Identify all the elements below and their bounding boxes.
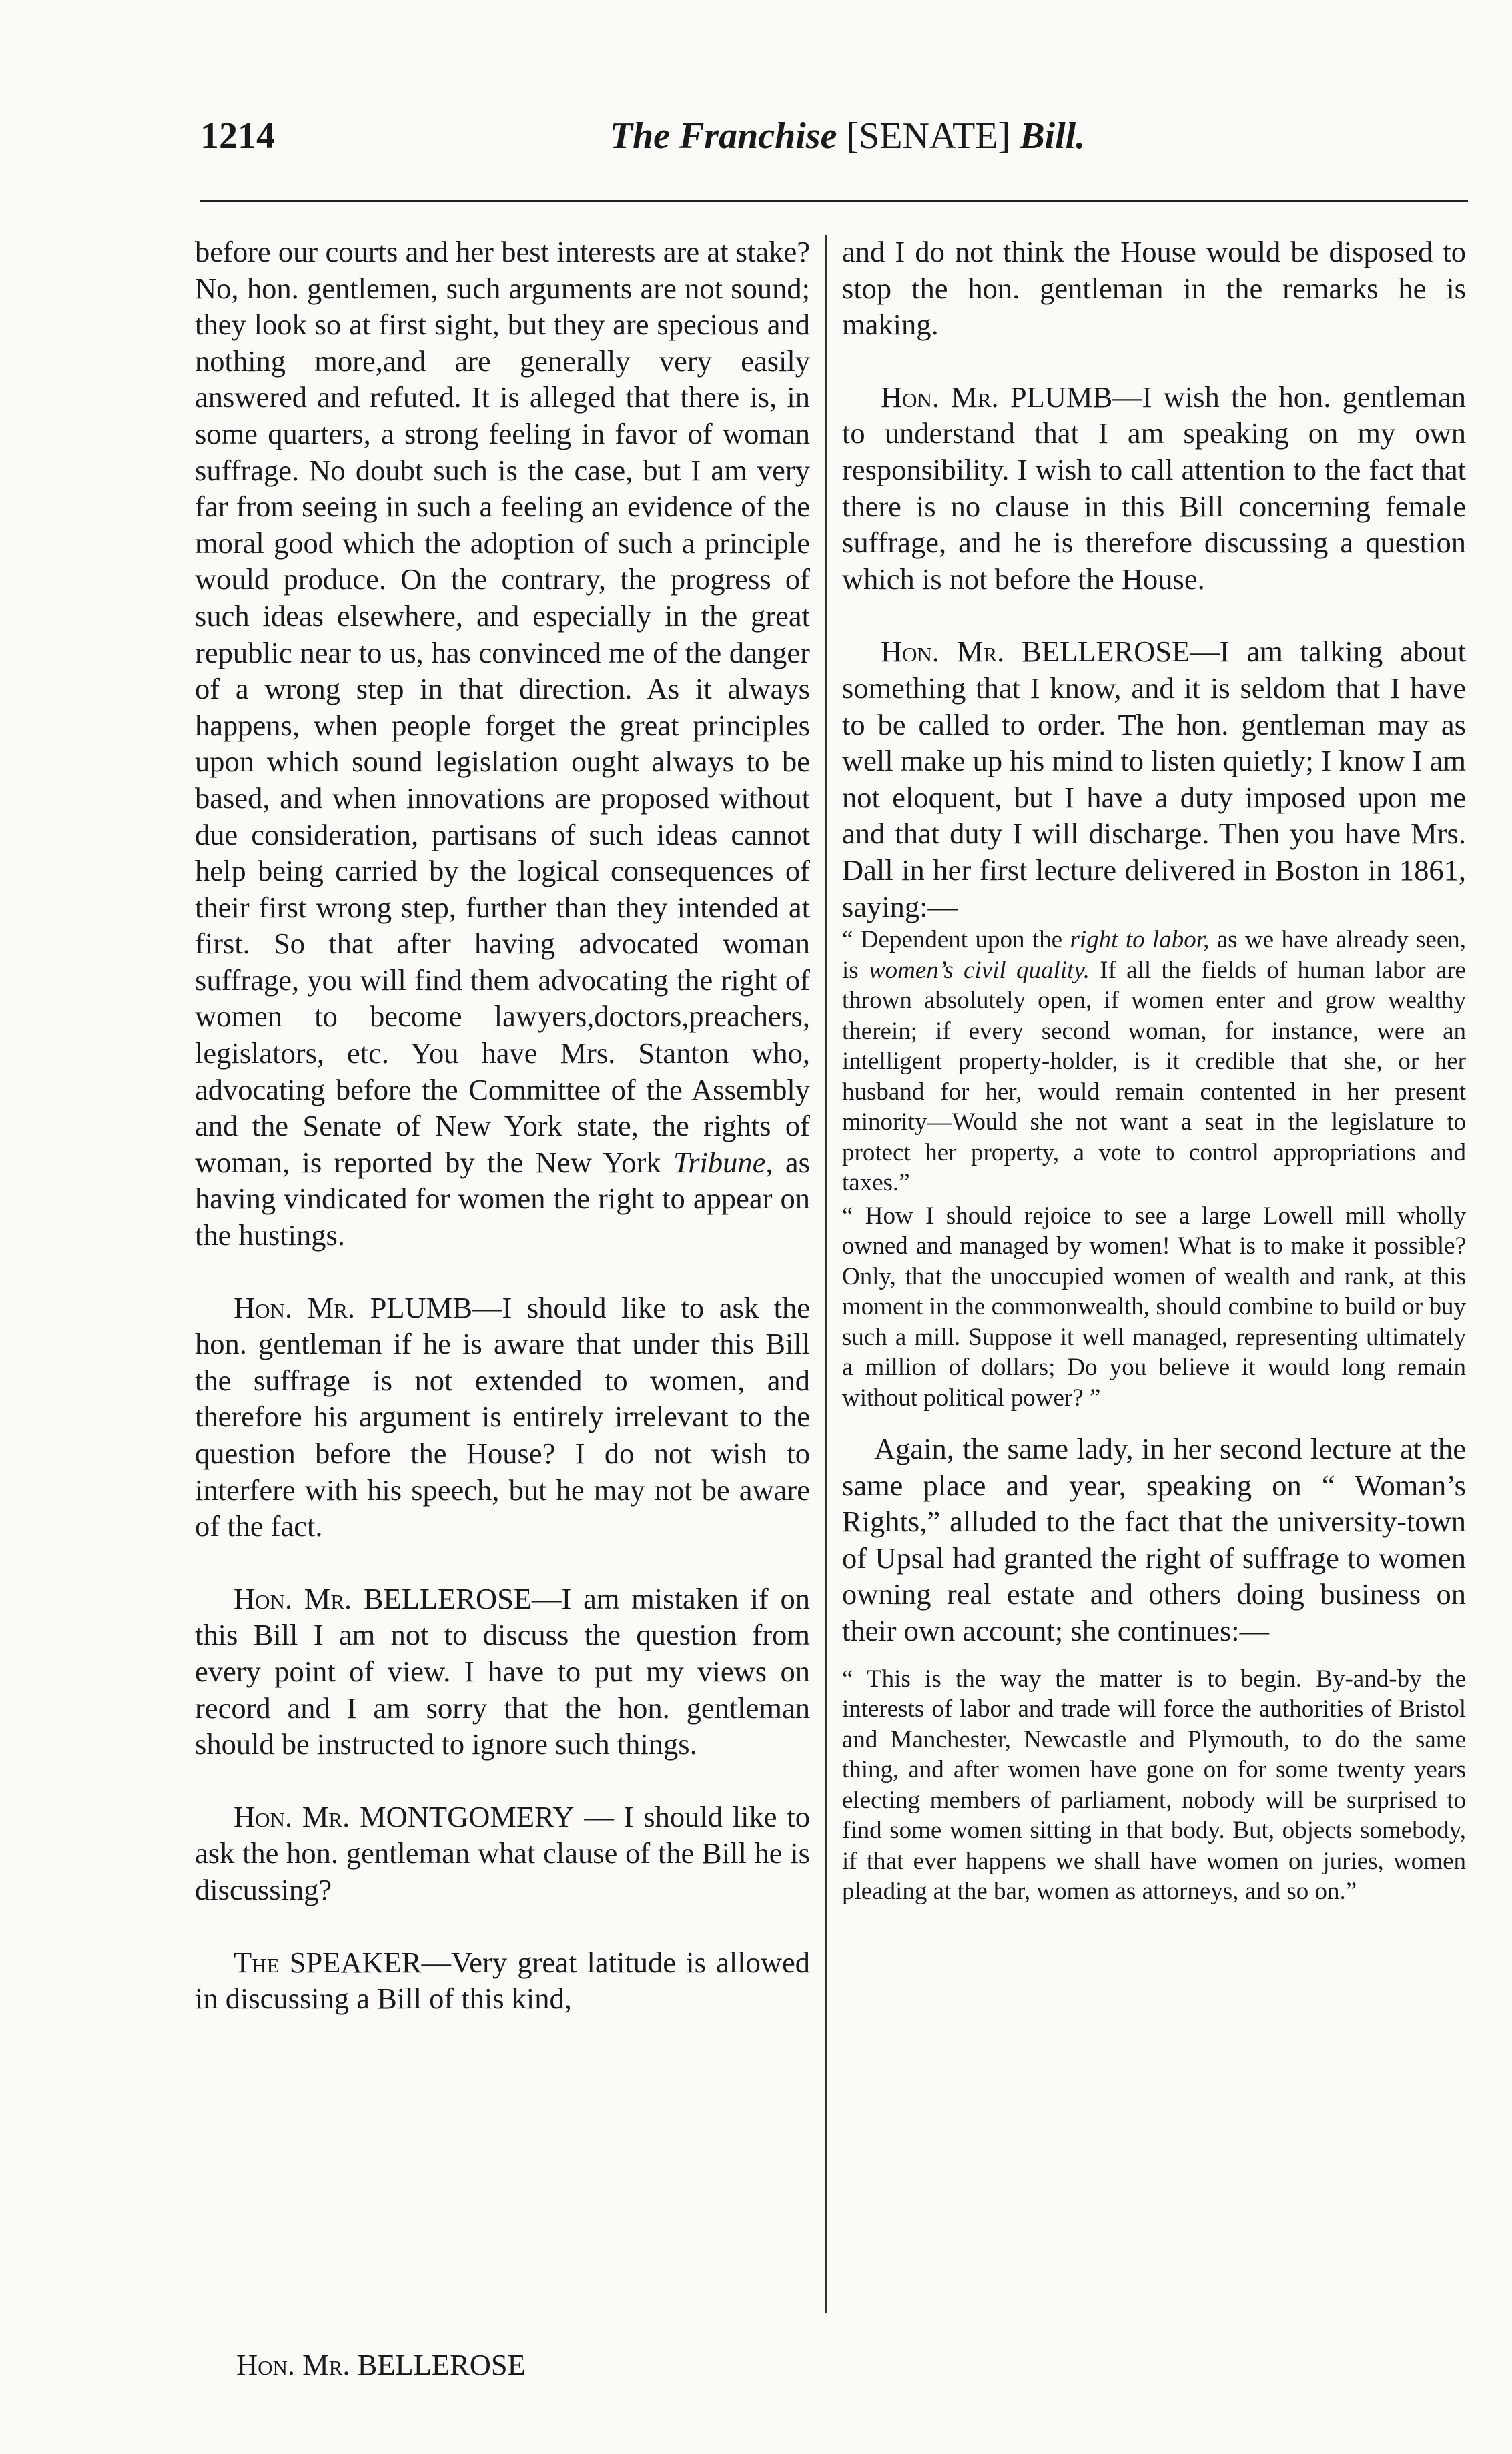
speech-text: —I am mistaken if on this Bill I am not to discuss the question from every point of view. I have to put my views on record and I am sorry that the hon. gentleman should be instructed to ignore such things. bbox=[195, 1581, 810, 1761]
right-paragraph-2 bbox=[842, 379, 1466, 598]
left-column bbox=[195, 234, 810, 2017]
right-paragraph-3 bbox=[842, 633, 1466, 925]
left-p1-text: before our courts and her best interests are at stake? No, hon. gentlemen, such arguments are not sound; they look so at first sight, but they are specious and nothing more,and are generally very easily answered and refuted. It is alleged that there is, in some quarters, a strong feeling in favor of woman suffrage. No doubt such is the case, but I am very far from seeing in such a feeling an evidence of the moral good which the adoption of such a principle would produce. On the contrary, the progress of such ideas elsewhere, and especially in the great republic near to us, has convinced me of the danger of a wrong step in that direction. As it always happens, when people forget the great principles upon which sound legislation ought always to be based, and when innovations are proposed without due consideration, partisans of such ideas cannot help being carried by the logical consequences of their first wrong step, further than they intended at first. So that after having advocated woman suffrage, you will find them advocating the right of women to become lawyers,doctors,preachers, legislators, etc. You have Mrs. Stanton who, advocating before the Committee of the Assembly and the Senate of New York state, the rights of woman, is reported by the New York bbox=[195, 235, 810, 1179]
quote-text: as we have already seen, is bbox=[842, 926, 1466, 984]
left-paragraph-3 bbox=[195, 1581, 810, 1763]
running-title-part1: The Franchise bbox=[609, 115, 837, 157]
speech-text: —I should like to ask the hon. gentleman if he is aware that under this Bill the suffrage is not extended to women, and therefore his argument is entirely irrelevant to the question before the House? I do not wish to interfere with his speech, but he may not be aware of the fact. bbox=[195, 1290, 810, 1543]
catchword: Hon. Mr. BELLEROSE bbox=[236, 2348, 526, 2381]
speaker-name: Hon. Mr. PLUMB bbox=[881, 380, 1113, 414]
quotation-3: “ This is the way the matter is to begin. By-and-by the interests of labor and trade will force the authorities of Bristol and Manchester, Newcastle and Plymouth, to do the same thing, and after women have gone on for some twenty years electing members of parliament, nobody will be surprised to find some women sitting in that body. But, objects somebody, if that ever happens we shall have women on juries, women pleading at the bar, women as attorneys, and so on.” bbox=[842, 1665, 1466, 1906]
quotation-1 bbox=[842, 925, 1466, 1198]
running-title-part3: Bill. bbox=[1020, 115, 1086, 157]
quote-text: “ Dependent upon the bbox=[842, 926, 1070, 954]
speaker-name: Hon. Mr. BELLEROSE bbox=[881, 635, 1190, 669]
running-title-part2: [SENATE] bbox=[846, 115, 1011, 157]
quote-text: If all the fields of human labor are thrown absolutely open, if women enter and grow wealthy therein; if every second woman, for instance, were an intelligent property-holder, is it credible that she, or her husband for her, would remain contented in her present minority—Would she not want a seat in the legislature to protect her property, a vote to control appropriations and taxes.” bbox=[842, 956, 1466, 1197]
left-paragraph-2 bbox=[195, 1290, 810, 1545]
left-p1-end: as having vindicated for women the right to appear on the hustings. bbox=[195, 1145, 810, 1252]
speaker-name: Hon. Mr. MONTGOMERY bbox=[234, 1799, 575, 1833]
page-number: 1214 bbox=[200, 115, 275, 157]
right-paragraph-4: Again, the same lady, in her second lecture at the same place and year, speaking on “ Woman’s Rights,” alluded to the fact that the university-town of Upsal had granted the right of suffrage to women owning real estate and others doing business on their own account; she continues:— bbox=[842, 1432, 1466, 1648]
page-header bbox=[200, 115, 1495, 188]
left-paragraph-5 bbox=[195, 1944, 810, 2017]
right-column bbox=[842, 234, 1466, 1907]
header-rule bbox=[200, 200, 1468, 202]
speaker-name: Hon. Mr. PLUMB bbox=[234, 1290, 472, 1324]
running-title bbox=[200, 115, 1495, 157]
column-divider bbox=[825, 235, 827, 2313]
speech-text: — I should like to ask the hon. gentleman what clause of the Bill he is discussing? bbox=[195, 1799, 810, 1906]
speech-text: —I am talking about something that I know, and it is seldom that I have to be called to order. The hon. gentleman may as well make up his mind to listen quietly; I know I am not eloquent, but I have a duty imposed upon me and that duty I will discharge. Then you have Mrs. Dall in her first lecture delivered in Boston in 1861, saying:— bbox=[842, 635, 1466, 923]
speech-text: —I wish the hon. gentleman to understand that I am speaking on my own responsibility. I wish to call attention to the fact that there is no clause in this Bill concerning female suffrage, and he is therefore discussing a question which is not before the House. bbox=[842, 380, 1466, 596]
speaker-name: Hon. Mr. BELLEROSE bbox=[234, 1581, 532, 1615]
quote-italic: women’s civil quality. bbox=[868, 956, 1090, 984]
quote-italic: right to labor, bbox=[1070, 926, 1210, 954]
speaker-name: The SPEAKER bbox=[234, 1945, 422, 1979]
left-paragraph-1 bbox=[195, 234, 810, 1254]
quotation-2: “ How I should rejoice to see a large Lowell mill wholly owned and managed by women! What is to make it possible? Only, that the unoccupied women of wealth and rank, at this moment in the commonwealth, should combine to build or buy such a mill. Suppose it well managed, representing ultimately a million of dollars; Do you believe it would long remain without political power? ” bbox=[842, 1202, 1466, 1412]
tribune-italic: Tribune, bbox=[673, 1145, 773, 1179]
left-paragraph-4 bbox=[195, 1799, 810, 1908]
right-paragraph-1: and I do not think the House would be disposed to stop the hon. gentleman in the remarks he is making. bbox=[842, 235, 1466, 342]
speech-text: —Very great latitude is allowed in discussing a Bill of this kind, bbox=[195, 1945, 811, 2016]
